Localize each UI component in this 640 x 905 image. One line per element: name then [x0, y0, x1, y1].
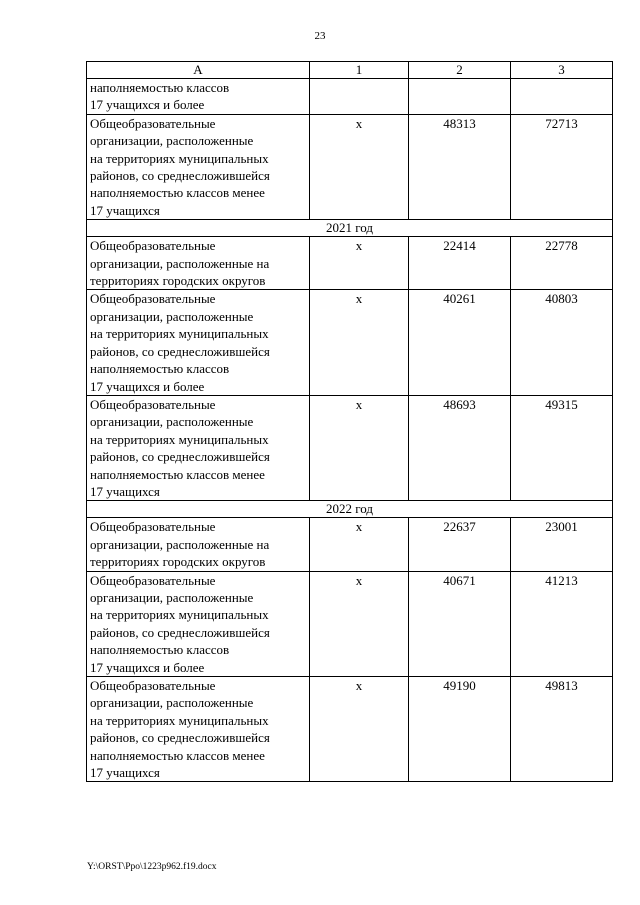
row-col-3: 23001 — [511, 518, 613, 571]
table-row — [87, 237, 613, 290]
row-col-1: х — [310, 395, 409, 500]
row-col-3 — [511, 79, 613, 115]
header-col-a: А — [87, 62, 310, 79]
row-col-1: х — [310, 571, 409, 676]
row-col-1 — [310, 79, 409, 115]
table-row — [87, 571, 613, 676]
table-row — [87, 395, 613, 500]
row-col-2 — [409, 79, 511, 115]
row-col-3: 41213 — [511, 571, 613, 676]
year-row-2022 — [87, 501, 613, 518]
row-description: Общеобразовательные организации, расположенные на территориях городских округов — [87, 237, 310, 290]
year-row-2021 — [87, 220, 613, 237]
row-col-2: 40671 — [409, 571, 511, 676]
row-description: Общеобразовательные организации, расположенные на территориях муниципальных районов, со среднесложившейся наполняемостью классов менее 17 учащихся — [87, 677, 310, 782]
row-description: наполняемостью классов 17 учащихся и более — [87, 79, 310, 115]
row-col-1: х — [310, 237, 409, 290]
table-row — [87, 518, 613, 571]
row-col-3: 49315 — [511, 395, 613, 500]
row-col-1: х — [310, 290, 409, 395]
table-row — [87, 79, 613, 115]
footer-file-path: Y:\ORST\Ppo\1223p962.f19.docx — [87, 862, 217, 872]
row-description: Общеобразовательные организации, расположенные на территориях городских округов — [87, 518, 310, 571]
table-header-row — [87, 62, 613, 79]
row-col-2: 22637 — [409, 518, 511, 571]
row-col-1: х — [310, 518, 409, 571]
row-col-3: 22778 — [511, 237, 613, 290]
page-number: 23 — [314, 30, 326, 42]
row-col-1: х — [310, 114, 409, 219]
row-description: Общеобразовательные организации, расположенные на территориях муниципальных районов, со среднесложившейся наполняемостью классов 17 учащихся и более — [87, 290, 310, 395]
table-row — [87, 290, 613, 395]
row-col-1: х — [310, 677, 409, 782]
row-col-3: 40803 — [511, 290, 613, 395]
row-col-3: 49813 — [511, 677, 613, 782]
table-row — [87, 677, 613, 782]
row-description: Общеобразовательные организации, расположенные на территориях муниципальных районов, со среднесложившейся наполняемостью классов менее 17 учащихся — [87, 114, 310, 219]
header-col-1: 1 — [310, 62, 409, 79]
header-col-2: 2 — [409, 62, 511, 79]
row-col-2: 40261 — [409, 290, 511, 395]
data-table — [86, 61, 613, 782]
table-row — [87, 114, 613, 219]
row-description: Общеобразовательные организации, расположенные на территориях муниципальных районов, со среднесложившейся наполняемостью классов менее 17 учащихся — [87, 395, 310, 500]
row-description: Общеобразовательные организации, расположенные на территориях муниципальных районов, со среднесложившейся наполняемостью классов 17 учащихся и более — [87, 571, 310, 676]
row-col-2: 48693 — [409, 395, 511, 500]
year-label: 2021 год — [87, 220, 613, 237]
row-col-3: 72713 — [511, 114, 613, 219]
row-col-2: 49190 — [409, 677, 511, 782]
header-col-3: 3 — [511, 62, 613, 79]
year-label: 2022 год — [87, 501, 613, 518]
row-col-2: 22414 — [409, 237, 511, 290]
row-col-2: 48313 — [409, 114, 511, 219]
